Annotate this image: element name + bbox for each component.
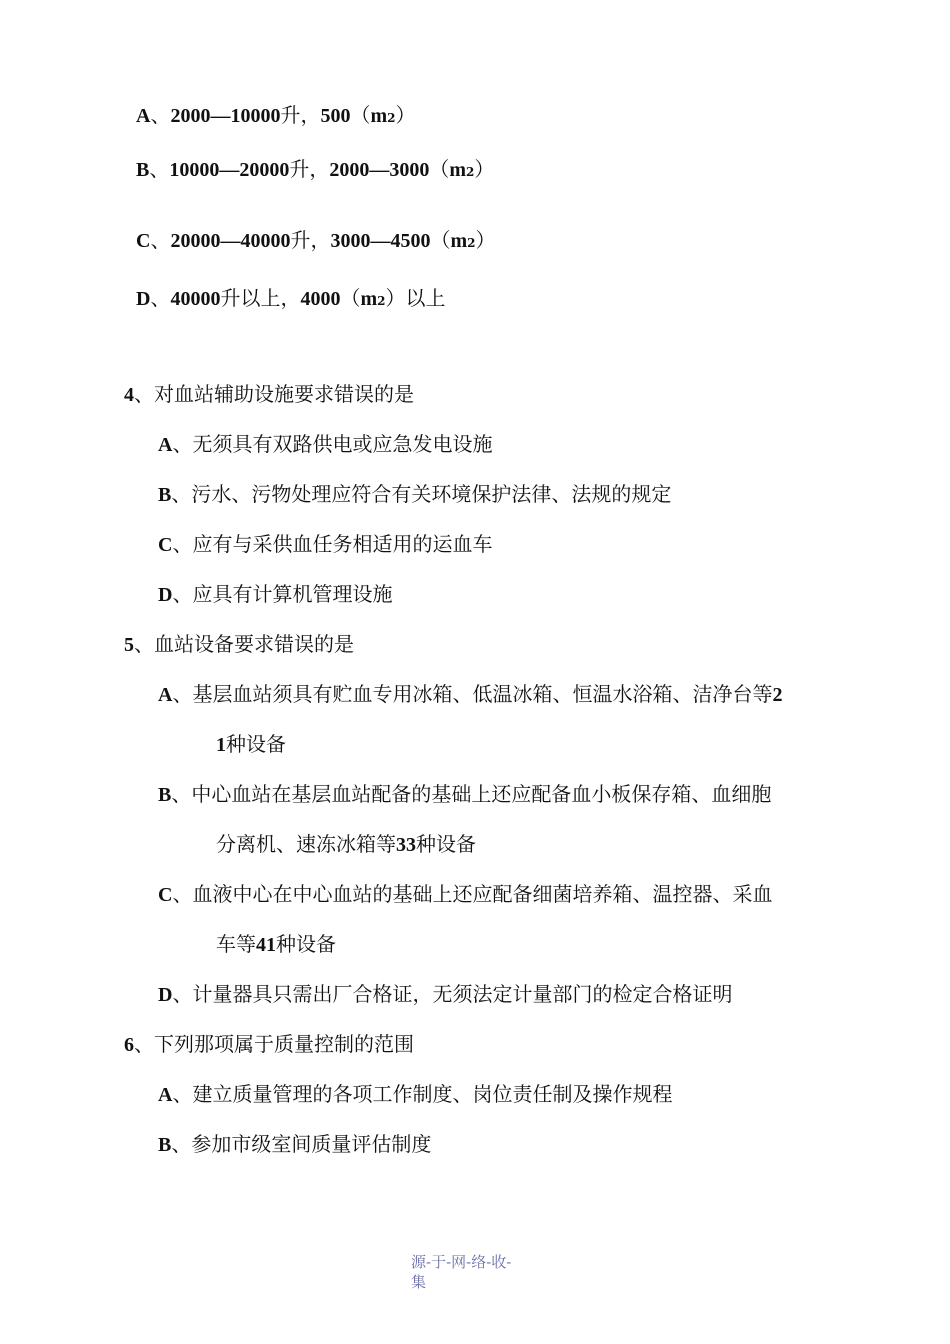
q5-option-c-cont: 车等41种设备 — [216, 932, 336, 956]
q6-option-a: A、建立质量管理的各项工作制度、岗位责任制及操作规程 — [158, 1082, 673, 1106]
q3-option-c: C、20000—40000升，3000—4500（m2） — [136, 228, 496, 252]
q4-option-a: A、无须具有双路供电或应急发电设施 — [158, 432, 493, 456]
footer-line-1: 源-于-网-络-收- — [411, 1253, 512, 1271]
q3-option-d: D、40000升以上，4000（m2）以上 — [136, 286, 446, 310]
q3-option-a: A、2000—10000升，500（m2） — [136, 103, 416, 127]
page-footer — [411, 1252, 541, 1292]
q6-stem: 6、下列那项属于质量控制的范围 — [124, 1032, 414, 1056]
q5-option-d: D、计量器具只需出厂合格证，无须法定计量部门的检定合格证明 — [158, 982, 733, 1006]
footer-line-2: 集 — [411, 1273, 427, 1291]
q4-option-b: B、污水、污物处理应符合有关环境保护法律、法规的规定 — [158, 482, 672, 506]
q5-option-b: B、中心血站在基层血站配备的基础上还应配备血小板保存箱、血细胞 — [158, 782, 772, 806]
q4-option-c: C、应有与采供血任务相适用的运血车 — [158, 532, 493, 556]
q5-option-a-cont: 1种设备 — [216, 732, 286, 756]
q3-option-b: B、10000—20000升，2000—3000（m2） — [136, 157, 495, 181]
q6-option-b: B、参加市级室间质量评估制度 — [158, 1132, 432, 1156]
q5-stem: 5、血站设备要求错误的是 — [124, 632, 354, 656]
q5-option-c: C、血液中心在中心血站的基础上还应配备细菌培养箱、温控器、采血 — [158, 882, 773, 906]
q5-option-a: A、基层血站须具有贮血专用冰箱、低温冰箱、恒温水浴箱、洁净台等2 — [158, 682, 783, 706]
q5-option-b-cont: 分离机、速冻冰箱等33种设备 — [216, 832, 476, 856]
q4-option-d: D、应具有计算机管理设施 — [158, 582, 393, 606]
q4-stem: 4、对血站辅助设施要求错误的是 — [124, 382, 414, 406]
